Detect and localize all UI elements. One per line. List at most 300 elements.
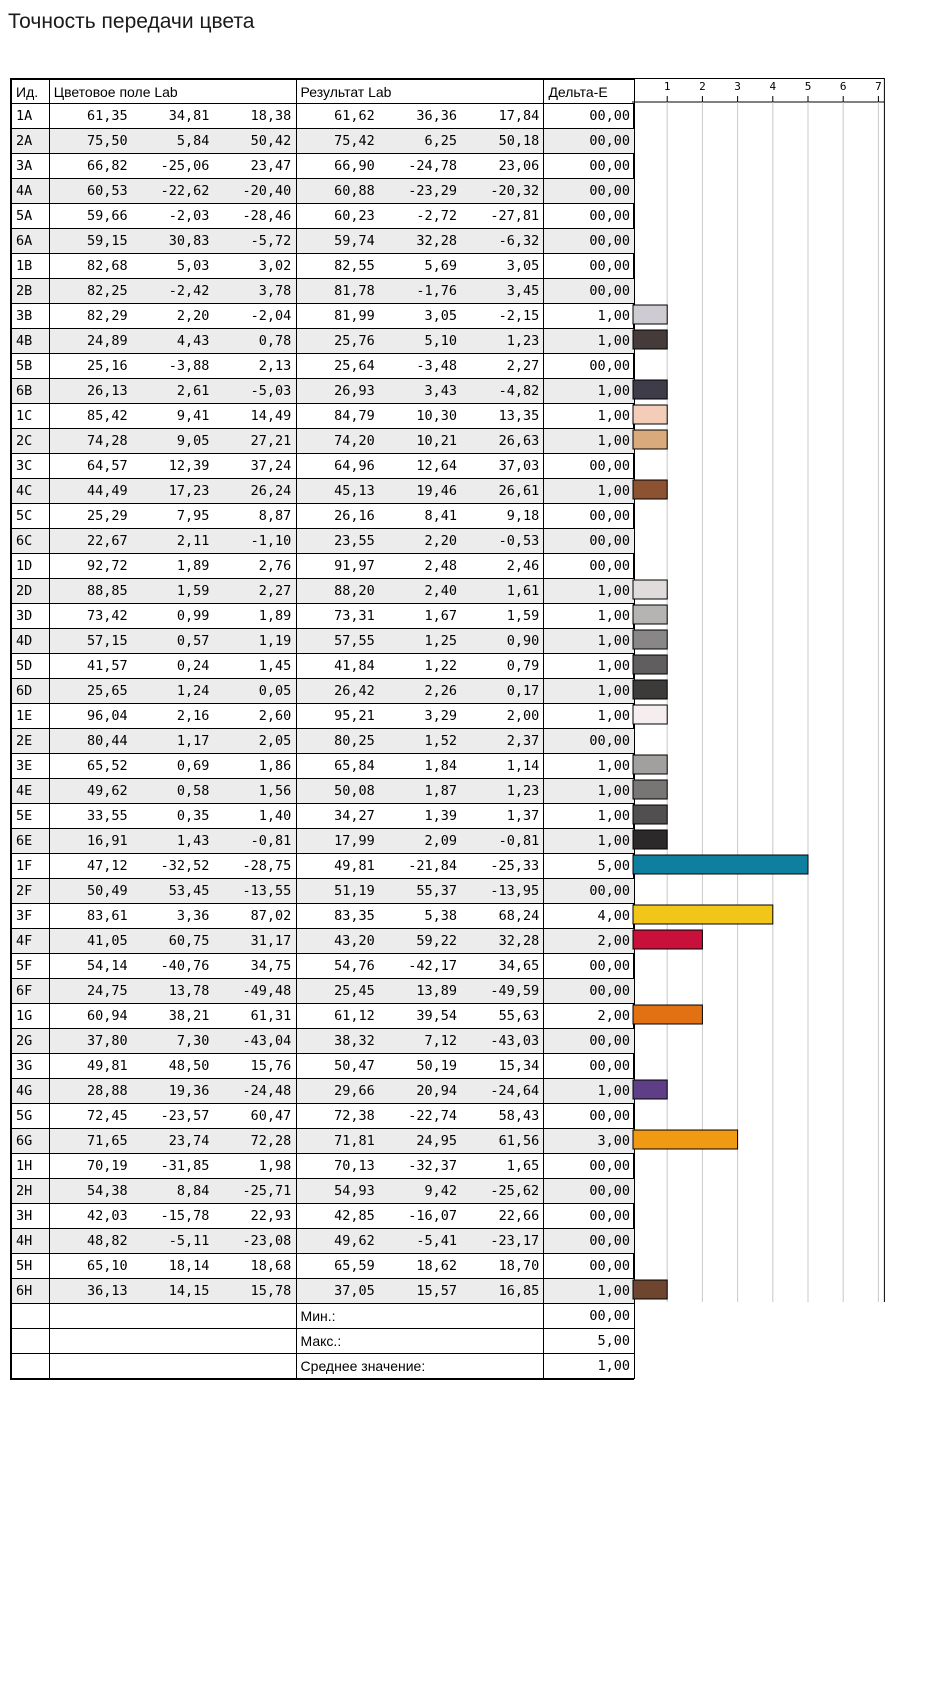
cell-delta-e: 00,00 xyxy=(544,229,635,254)
ref-value-b: 1,40 xyxy=(258,808,292,824)
ref-value-l: 25,16 xyxy=(86,358,128,374)
res-value-b: -25,62 xyxy=(490,1183,540,1199)
table-row xyxy=(12,604,635,629)
table-row xyxy=(12,379,635,404)
res-value-a: 10,21 xyxy=(416,433,457,449)
ref-value-a: 1,89 xyxy=(176,558,210,574)
bar-3F xyxy=(633,905,773,924)
cell-result-lab xyxy=(296,304,544,329)
cell-id: 5E xyxy=(12,804,50,829)
cell-result-lab xyxy=(296,1079,544,1104)
cell-id: 5H xyxy=(12,1254,50,1279)
res-value-a: 5,38 xyxy=(424,908,457,924)
res-value-a: 12,64 xyxy=(416,458,457,474)
res-value-l: 51,19 xyxy=(334,883,375,899)
header-id: Ид. xyxy=(12,80,50,104)
table-row xyxy=(12,129,635,154)
cell-patch-lab xyxy=(49,879,296,904)
cell-patch-lab xyxy=(49,754,296,779)
cell-result-lab xyxy=(296,1104,544,1129)
ref-value-b: -43,04 xyxy=(242,1033,292,1049)
res-value-a: -24,78 xyxy=(408,158,457,174)
table-row xyxy=(12,979,635,1004)
ref-value-b: -28,46 xyxy=(242,208,292,224)
cell-id: 4A xyxy=(12,179,50,204)
res-value-a: -1,76 xyxy=(416,283,457,299)
table-row xyxy=(12,829,635,854)
cell-patch-lab xyxy=(49,1154,296,1179)
res-value-l: 25,76 xyxy=(334,333,375,349)
res-value-b: -25,33 xyxy=(490,858,540,874)
cell-patch-lab xyxy=(49,1129,296,1154)
cell-result-lab xyxy=(296,554,544,579)
res-value-l: 65,84 xyxy=(334,758,375,774)
cell-delta-e: 00,00 xyxy=(544,1154,635,1179)
cell-patch-lab xyxy=(49,454,296,479)
res-value-l: 65,59 xyxy=(334,1258,375,1274)
ref-value-b: 23,47 xyxy=(250,158,292,174)
bar-1G xyxy=(633,1005,702,1024)
ref-value-b: -20,40 xyxy=(242,183,292,199)
ref-value-b: -0,81 xyxy=(250,833,292,849)
cell-id: 2E xyxy=(12,729,50,754)
cell-patch-lab xyxy=(49,629,296,654)
cell-patch-lab xyxy=(49,1104,296,1129)
ref-value-l: 28,88 xyxy=(86,1083,128,1099)
res-value-a: -16,07 xyxy=(408,1208,457,1224)
ref-value-b: 3,02 xyxy=(258,258,292,274)
cell-result-lab xyxy=(296,979,544,1004)
header-row xyxy=(12,80,635,104)
x-tick-label: 5 xyxy=(804,80,812,93)
table-row xyxy=(12,704,635,729)
ref-value-b: -13,55 xyxy=(242,883,292,899)
cell-delta-e: 00,00 xyxy=(544,254,635,279)
cell-patch-lab xyxy=(49,504,296,529)
cell-result-lab xyxy=(296,654,544,679)
bar-6G xyxy=(633,1130,738,1149)
cell-result-lab xyxy=(296,1154,544,1179)
cell-id: 3E xyxy=(12,754,50,779)
ref-value-a: -31,85 xyxy=(160,1158,210,1174)
res-value-b: 61,56 xyxy=(498,1133,540,1149)
res-value-b: 0,17 xyxy=(506,683,540,699)
cell-patch-lab xyxy=(49,304,296,329)
res-value-b: 1,23 xyxy=(506,783,540,799)
ref-value-b: 31,17 xyxy=(250,933,292,949)
table-row xyxy=(12,879,635,904)
res-value-b: -49,59 xyxy=(490,983,540,999)
cell-delta-e: 00,00 xyxy=(544,954,635,979)
x-tick-label: 2 xyxy=(699,80,706,93)
res-value-b: -6,32 xyxy=(498,233,540,249)
cell-id: 2B xyxy=(12,279,50,304)
res-value-a: 3,05 xyxy=(424,308,457,324)
cell-delta-e: 1,00 xyxy=(544,304,635,329)
ref-value-a: -5,11 xyxy=(168,1233,210,1249)
res-value-l: 23,55 xyxy=(334,533,375,549)
ref-value-a: 53,45 xyxy=(168,883,210,899)
x-tick-label: 7 xyxy=(875,80,882,93)
ref-value-l: 36,13 xyxy=(86,1283,128,1299)
cell-delta-e: 00,00 xyxy=(544,1229,635,1254)
res-value-b: 3,05 xyxy=(506,258,540,274)
res-value-a: 2,40 xyxy=(424,583,457,599)
table-row xyxy=(12,779,635,804)
table-row xyxy=(12,1029,635,1054)
res-value-a: 5,10 xyxy=(424,333,457,349)
cell-patch-lab xyxy=(49,1029,296,1054)
cell-delta-e: 4,00 xyxy=(544,904,635,929)
ref-value-b: 1,89 xyxy=(258,608,292,624)
cell-patch-lab xyxy=(49,779,296,804)
cell-result-lab xyxy=(296,504,544,529)
cell-delta-e: 1,00 xyxy=(544,829,635,854)
cell-id: 6G xyxy=(12,1129,50,1154)
cell-patch-lab xyxy=(49,1204,296,1229)
cell-id: 1C xyxy=(12,404,50,429)
cell-id: 4B xyxy=(12,329,50,354)
color-accuracy-table xyxy=(10,78,634,1380)
cell-id: 2F xyxy=(12,879,50,904)
cell-delta-e: 00,00 xyxy=(544,729,635,754)
cell-result-lab xyxy=(296,679,544,704)
cell-id: 1H xyxy=(12,1154,50,1179)
summary-value: 5,00 xyxy=(544,1329,635,1354)
res-value-a: 59,22 xyxy=(416,933,457,949)
cell-id: 3F xyxy=(12,904,50,929)
table-row xyxy=(12,754,635,779)
summary-row xyxy=(12,1329,635,1354)
ref-value-a: 30,83 xyxy=(168,233,210,249)
table-row xyxy=(12,304,635,329)
cell-delta-e: 00,00 xyxy=(544,1204,635,1229)
cell-delta-e: 00,00 xyxy=(544,204,635,229)
ref-value-b: 2,13 xyxy=(258,358,292,374)
summary-blank xyxy=(12,1329,50,1354)
cell-patch-lab xyxy=(49,729,296,754)
bar-4F xyxy=(633,930,702,949)
bar-1C xyxy=(633,405,667,424)
ref-value-l: 82,25 xyxy=(86,283,128,299)
ref-value-a: -2,03 xyxy=(168,208,210,224)
ref-value-a: 2,11 xyxy=(176,533,210,549)
cell-result-lab xyxy=(296,329,544,354)
cell-delta-e: 1,00 xyxy=(544,654,635,679)
summary-blank xyxy=(49,1329,296,1354)
cell-patch-lab xyxy=(49,179,296,204)
cell-result-lab xyxy=(296,204,544,229)
res-value-a: 1,84 xyxy=(424,758,457,774)
res-value-a: -21,84 xyxy=(408,858,457,874)
ref-value-a: 48,50 xyxy=(168,1058,210,1074)
res-value-l: 75,42 xyxy=(334,133,375,149)
ref-value-l: 72,45 xyxy=(86,1108,128,1124)
res-value-b: -13,95 xyxy=(490,883,540,899)
bar-4E xyxy=(633,780,667,799)
res-value-b: 50,18 xyxy=(498,133,540,149)
ref-value-b: 15,78 xyxy=(250,1283,292,1299)
cell-id: 6B xyxy=(12,379,50,404)
ref-value-a: 23,74 xyxy=(168,1133,210,1149)
ref-value-b: 27,21 xyxy=(250,433,292,449)
res-value-l: 26,16 xyxy=(334,508,375,524)
ref-value-l: 44,49 xyxy=(86,483,128,499)
ref-value-b: 15,76 xyxy=(250,1058,292,1074)
res-value-b: 34,65 xyxy=(498,958,540,974)
ref-value-b: 22,93 xyxy=(250,1208,292,1224)
cell-result-lab xyxy=(296,629,544,654)
res-value-a: 5,69 xyxy=(424,258,457,274)
res-value-b: 1,59 xyxy=(506,608,540,624)
res-value-a: 24,95 xyxy=(416,1133,457,1149)
res-value-a: -23,29 xyxy=(408,183,457,199)
table-row xyxy=(12,329,635,354)
ref-value-a: 0,35 xyxy=(176,808,210,824)
cell-result-lab xyxy=(296,929,544,954)
cell-result-lab xyxy=(296,704,544,729)
res-value-a: 39,54 xyxy=(416,1008,457,1024)
cell-id: 3A xyxy=(12,154,50,179)
cell-id: 1E xyxy=(12,704,50,729)
cell-id: 6H xyxy=(12,1279,50,1304)
cell-patch-lab xyxy=(49,1054,296,1079)
res-value-l: 80,25 xyxy=(334,733,375,749)
res-value-l: 84,79 xyxy=(334,408,375,424)
cell-id: 5G xyxy=(12,1104,50,1129)
cell-result-lab xyxy=(296,879,544,904)
ref-value-l: 75,50 xyxy=(86,133,128,149)
cell-id: 1A xyxy=(12,104,50,129)
res-value-a: -32,37 xyxy=(408,1158,457,1174)
ref-value-b: 87,02 xyxy=(250,908,292,924)
table-row xyxy=(12,954,635,979)
res-value-l: 42,85 xyxy=(334,1208,375,1224)
res-value-a: 36,36 xyxy=(416,108,457,124)
table-row xyxy=(12,154,635,179)
cell-id: 2H xyxy=(12,1179,50,1204)
ref-value-b: -28,75 xyxy=(242,858,292,874)
cell-patch-lab xyxy=(49,554,296,579)
cell-delta-e: 1,00 xyxy=(544,429,635,454)
res-value-a: 2,09 xyxy=(424,833,457,849)
table-row xyxy=(12,354,635,379)
cell-delta-e: 2,00 xyxy=(544,1004,635,1029)
ref-value-l: 64,57 xyxy=(86,458,128,474)
ref-value-l: 80,44 xyxy=(86,733,128,749)
cell-id: 4E xyxy=(12,779,50,804)
ref-value-l: 41,57 xyxy=(86,658,128,674)
cell-id: 2A xyxy=(12,129,50,154)
ref-value-l: 66,82 xyxy=(86,158,128,174)
res-value-b: 58,43 xyxy=(498,1108,540,1124)
cell-result-lab xyxy=(296,154,544,179)
res-value-l: 49,81 xyxy=(334,858,375,874)
cell-patch-lab xyxy=(49,979,296,1004)
summary-row xyxy=(12,1354,635,1379)
cell-result-lab xyxy=(296,1279,544,1304)
ref-value-a: 18,14 xyxy=(168,1258,210,1274)
ref-value-a: 1,17 xyxy=(176,733,210,749)
table-row xyxy=(12,429,635,454)
res-value-b: 2,00 xyxy=(506,708,540,724)
ref-value-l: 50,49 xyxy=(86,883,128,899)
res-value-a: 2,48 xyxy=(424,558,457,574)
cell-result-lab xyxy=(296,1229,544,1254)
cell-id: 6A xyxy=(12,229,50,254)
cell-result-lab xyxy=(296,354,544,379)
x-tick-label: 1 xyxy=(663,80,671,93)
ref-value-b: -2,04 xyxy=(250,308,292,324)
ref-value-a: -32,52 xyxy=(160,858,210,874)
cell-result-lab xyxy=(296,229,544,254)
cell-result-lab xyxy=(296,254,544,279)
ref-value-b: 2,60 xyxy=(258,708,292,724)
ref-value-b: 26,24 xyxy=(250,483,292,499)
cell-delta-e: 1,00 xyxy=(544,754,635,779)
res-value-l: 71,81 xyxy=(334,1133,375,1149)
cell-delta-e: 00,00 xyxy=(544,129,635,154)
res-value-a: 6,25 xyxy=(424,133,457,149)
res-value-l: 41,84 xyxy=(334,658,375,674)
res-value-b: 3,45 xyxy=(506,283,540,299)
res-value-l: 70,13 xyxy=(334,1158,375,1174)
cell-patch-lab xyxy=(49,129,296,154)
ref-value-l: 24,75 xyxy=(86,983,128,999)
cell-result-lab xyxy=(296,279,544,304)
cell-result-lab xyxy=(296,904,544,929)
ref-value-l: 82,29 xyxy=(86,308,128,324)
cell-delta-e: 00,00 xyxy=(544,279,635,304)
ref-value-l: 57,15 xyxy=(86,633,128,649)
ref-value-l: 60,53 xyxy=(86,183,128,199)
res-value-a: 1,52 xyxy=(424,733,457,749)
ref-value-b: 2,76 xyxy=(258,558,292,574)
res-value-b: -20,32 xyxy=(490,183,540,199)
res-value-b: 15,34 xyxy=(498,1058,540,1074)
ref-value-b: 1,98 xyxy=(258,1158,292,1174)
ref-value-a: -2,42 xyxy=(168,283,210,299)
table-row xyxy=(12,629,635,654)
cell-id: 3C xyxy=(12,454,50,479)
ref-value-l: 74,28 xyxy=(86,433,128,449)
ref-value-l: 73,42 xyxy=(86,608,128,624)
ref-value-a: 0,24 xyxy=(176,658,210,674)
res-value-a: 1,39 xyxy=(424,808,457,824)
res-value-l: 50,08 xyxy=(334,783,375,799)
res-value-b: 68,24 xyxy=(498,908,540,924)
res-value-l: 60,88 xyxy=(334,183,375,199)
cell-patch-lab xyxy=(49,254,296,279)
res-value-b: 2,27 xyxy=(506,358,540,374)
cell-id: 3B xyxy=(12,304,50,329)
cell-id: 1B xyxy=(12,254,50,279)
ref-value-b: 18,68 xyxy=(250,1258,292,1274)
ref-value-b: 2,27 xyxy=(258,583,292,599)
res-value-l: 54,76 xyxy=(334,958,375,974)
ref-value-l: 96,04 xyxy=(86,708,128,724)
cell-id: 2G xyxy=(12,1029,50,1054)
cell-result-lab xyxy=(296,429,544,454)
ref-value-a: 8,84 xyxy=(176,1183,210,1199)
table-row xyxy=(12,1229,635,1254)
ref-value-b: 0,05 xyxy=(258,683,292,699)
cell-result-lab xyxy=(296,729,544,754)
cell-patch-lab xyxy=(49,679,296,704)
table-row xyxy=(12,1254,635,1279)
res-value-l: 37,05 xyxy=(334,1283,375,1299)
table-row xyxy=(12,229,635,254)
ref-value-l: 16,91 xyxy=(86,833,128,849)
res-value-a: 1,22 xyxy=(424,658,457,674)
table-body xyxy=(12,104,635,1379)
res-value-b: 32,28 xyxy=(498,933,540,949)
res-value-l: 34,27 xyxy=(334,808,375,824)
table-row xyxy=(12,479,635,504)
ref-value-b: 34,75 xyxy=(250,958,292,974)
cell-id: 1D xyxy=(12,554,50,579)
bar-3E xyxy=(633,755,667,774)
ref-value-l: 61,35 xyxy=(86,108,128,124)
res-value-b: -0,53 xyxy=(498,533,540,549)
res-value-a: 55,37 xyxy=(416,883,457,899)
ref-value-a: 9,05 xyxy=(176,433,210,449)
cell-result-lab xyxy=(296,779,544,804)
table-row xyxy=(12,729,635,754)
res-value-b: 1,65 xyxy=(506,1158,540,1174)
res-value-b: -27,81 xyxy=(490,208,540,224)
cell-result-lab xyxy=(296,829,544,854)
res-value-b: -0,81 xyxy=(498,833,540,849)
cell-delta-e: 00,00 xyxy=(544,529,635,554)
ref-value-l: 49,62 xyxy=(86,783,128,799)
res-value-l: 29,66 xyxy=(334,1083,375,1099)
cell-result-lab xyxy=(296,479,544,504)
res-value-b: 23,06 xyxy=(498,158,540,174)
res-value-a: -5,41 xyxy=(416,1233,457,1249)
table-row xyxy=(12,904,635,929)
bar-6E xyxy=(633,830,667,849)
res-value-b: -24,64 xyxy=(490,1083,540,1099)
cell-delta-e: 2,00 xyxy=(544,929,635,954)
ref-value-a: 60,75 xyxy=(168,933,210,949)
cell-patch-lab xyxy=(49,654,296,679)
table-row xyxy=(12,1129,635,1154)
cell-delta-e: 1,00 xyxy=(544,779,635,804)
table-row xyxy=(12,104,635,129)
res-value-b: 37,03 xyxy=(498,458,540,474)
res-value-l: 50,47 xyxy=(334,1058,375,1074)
page-title: Точность передачи цвета xyxy=(8,10,255,33)
ref-value-b: -25,71 xyxy=(242,1183,292,1199)
table-row xyxy=(12,454,635,479)
ref-value-l: 24,89 xyxy=(86,333,128,349)
res-value-b: -43,03 xyxy=(490,1033,540,1049)
bar-3B xyxy=(633,305,667,324)
table-row xyxy=(12,1079,635,1104)
ref-value-l: 54,14 xyxy=(86,958,128,974)
res-value-a: 3,29 xyxy=(424,708,457,724)
cell-patch-lab xyxy=(49,604,296,629)
x-tick-label: 3 xyxy=(734,80,741,93)
ref-value-b: -1,10 xyxy=(250,533,292,549)
cell-patch-lab xyxy=(49,379,296,404)
ref-value-a: -23,57 xyxy=(160,1108,210,1124)
ref-value-b: 50,42 xyxy=(250,133,292,149)
cell-delta-e: 1,00 xyxy=(544,479,635,504)
ref-value-b: -23,08 xyxy=(242,1233,292,1249)
ref-value-b: -5,03 xyxy=(250,383,292,399)
